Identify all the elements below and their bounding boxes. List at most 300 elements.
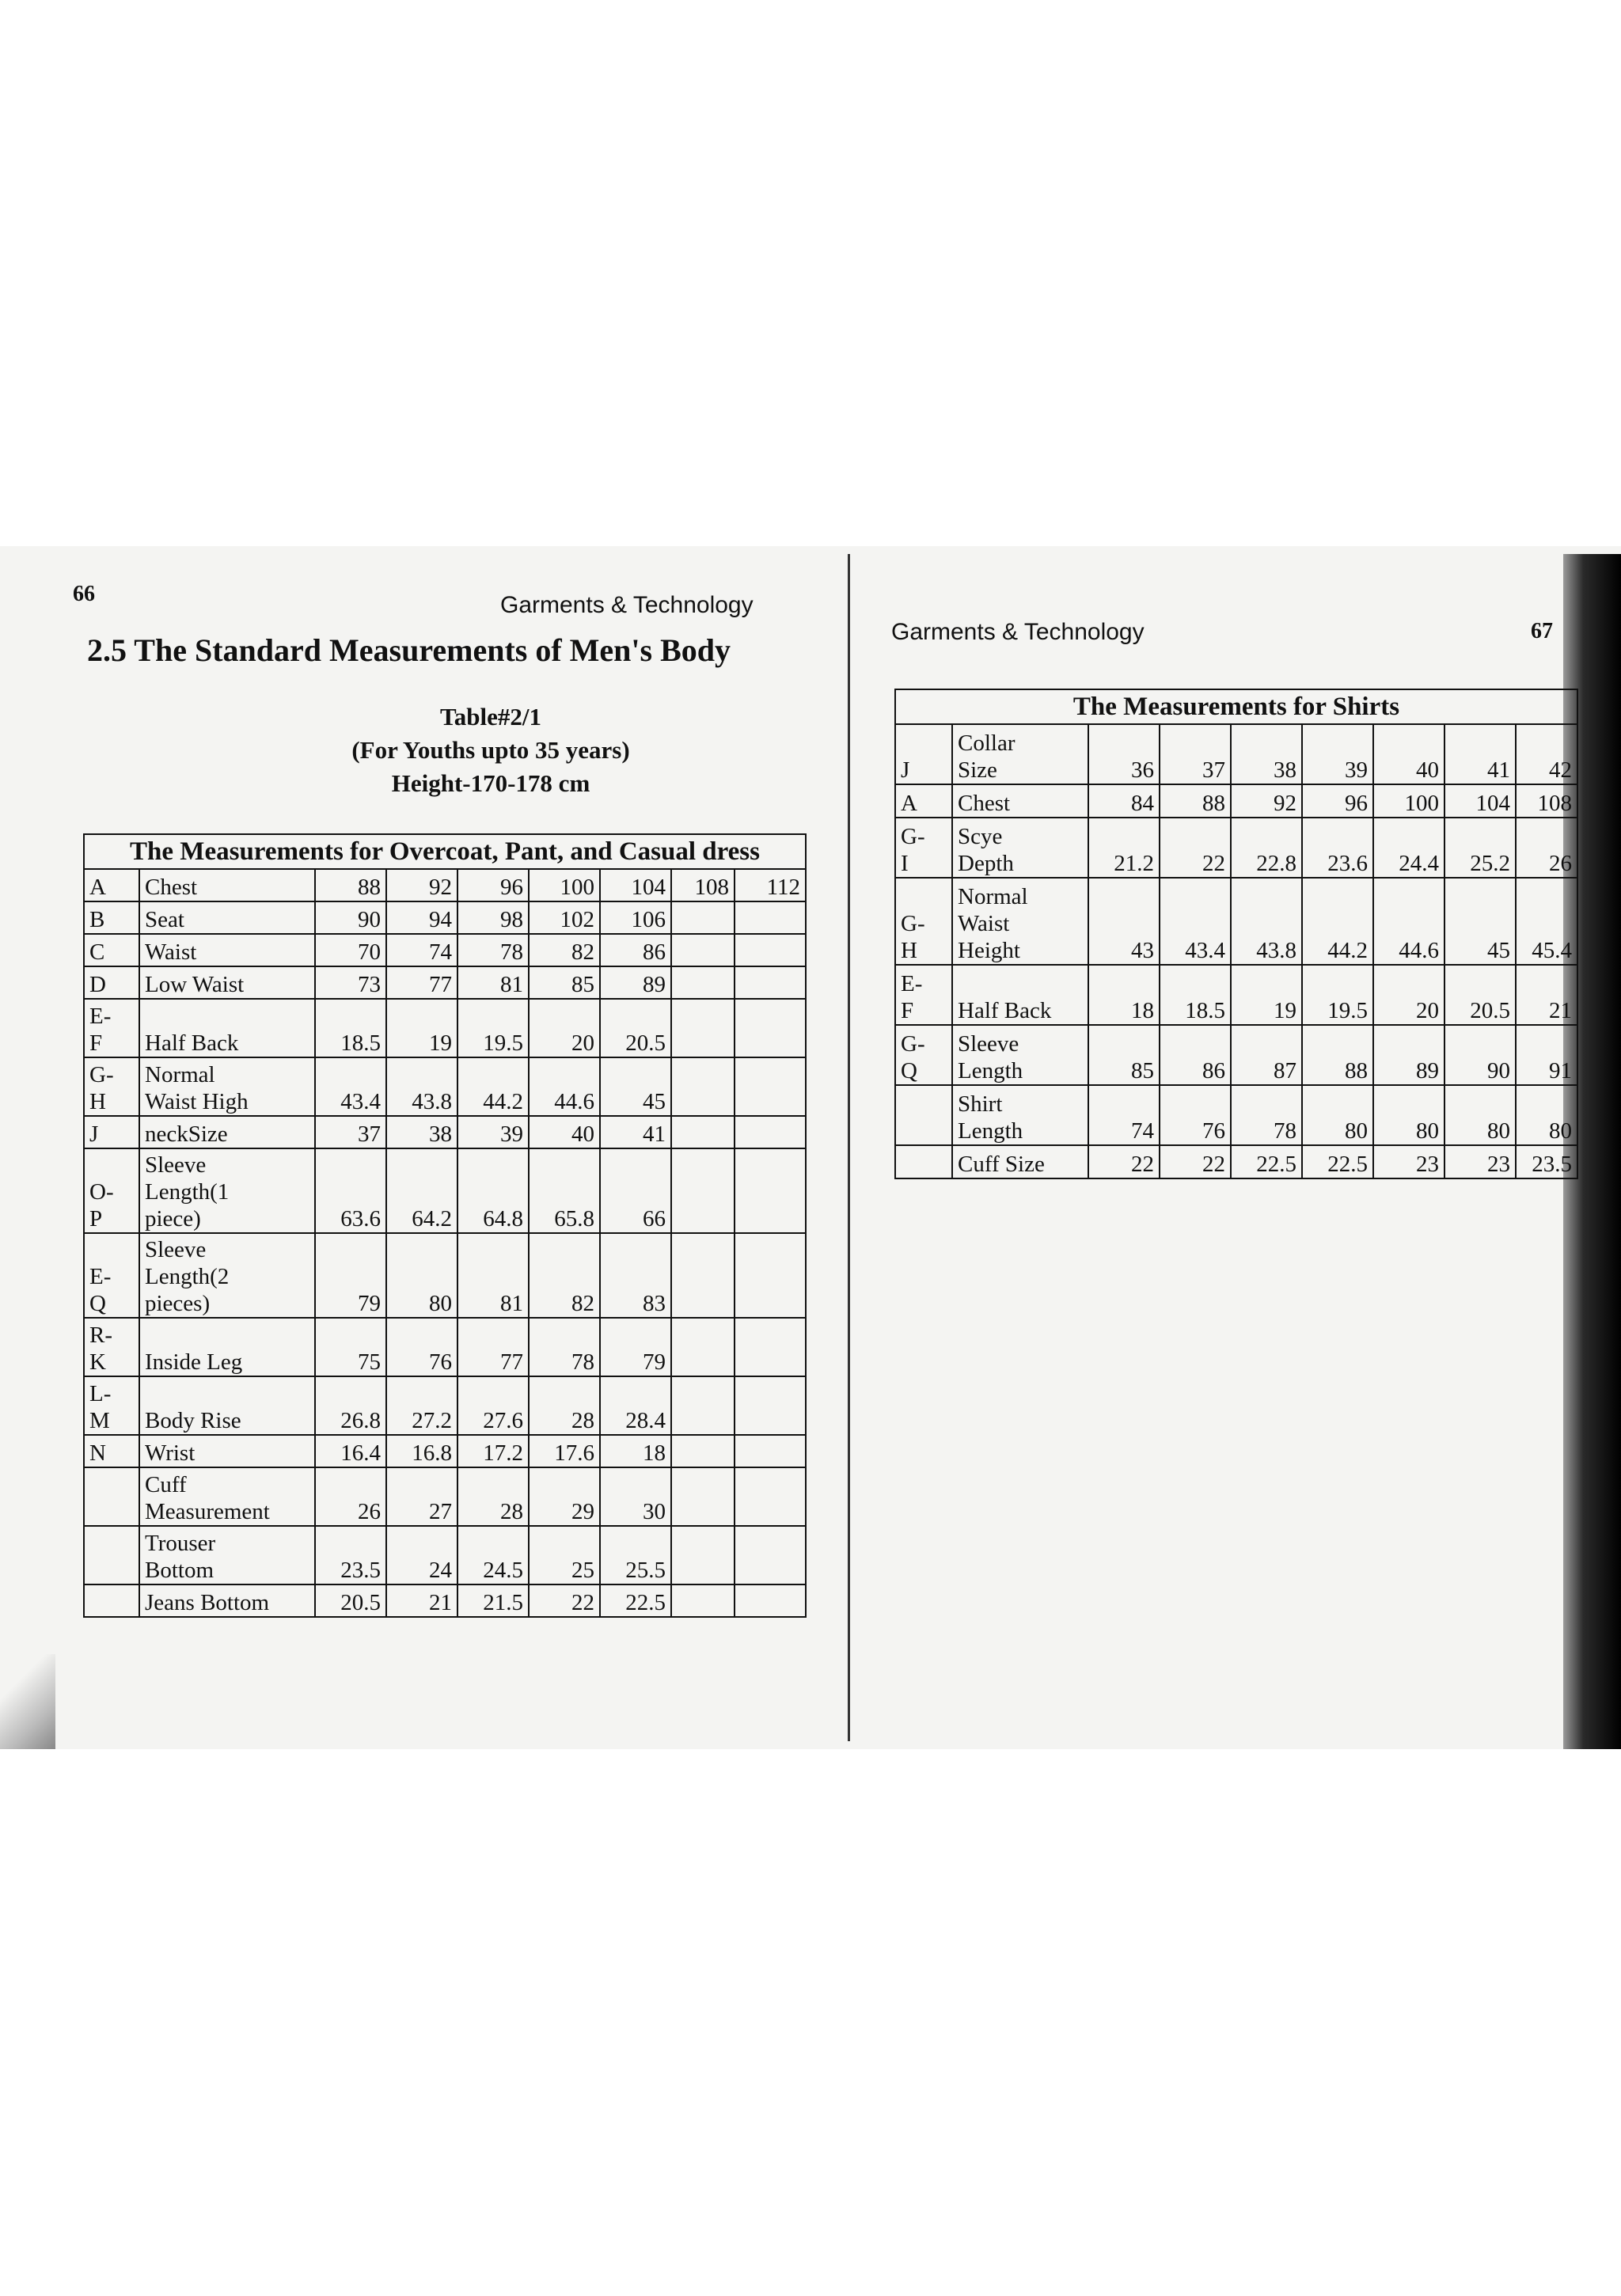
- row-code-line: D: [89, 972, 106, 997]
- row-code-line: E-: [89, 1004, 112, 1029]
- table-row: [895, 1025, 1577, 1085]
- row-label-line: Inside Leg: [145, 1349, 243, 1375]
- value-cell: 20: [1373, 965, 1444, 1025]
- value-cell: 64.8: [457, 1148, 529, 1233]
- row-code: [895, 724, 952, 784]
- value-cell: 86: [600, 934, 671, 966]
- row-label-line: Trouser: [145, 1531, 216, 1556]
- left-page-number: 66: [73, 582, 95, 606]
- value-cell: 22: [1160, 1145, 1231, 1178]
- value-cell: 37: [1160, 724, 1231, 784]
- value-cell: 92: [386, 869, 457, 901]
- row-code-line: L-: [89, 1381, 112, 1406]
- row-label-line: Cuff Size: [958, 1152, 1045, 1177]
- value-cell: 78: [1231, 1085, 1302, 1145]
- value-cell: 22: [1160, 818, 1231, 878]
- row-label-line: Half Back: [958, 998, 1052, 1023]
- table-row: [84, 901, 806, 934]
- value-cell: 22.5: [1231, 1145, 1302, 1178]
- value-cell: 44.2: [457, 1057, 529, 1116]
- value-cell: [735, 1376, 806, 1435]
- row-label: [139, 869, 315, 901]
- overcoat-measurements-table: [83, 833, 807, 1618]
- value-cell: 64.2: [386, 1148, 457, 1233]
- value-cell: 112: [735, 869, 806, 901]
- row-code-line: J: [89, 1121, 99, 1147]
- row-label: [952, 784, 1088, 818]
- row-label-line: Sleeve: [145, 1237, 207, 1262]
- row-label: [139, 1467, 315, 1526]
- value-cell: 43.4: [315, 1057, 386, 1116]
- value-cell: [671, 1584, 735, 1617]
- value-cell: 41: [1444, 724, 1516, 784]
- value-cell: 23.6: [1302, 818, 1373, 878]
- value-cell: 85: [1088, 1025, 1160, 1085]
- table-caption-line: Height-170-178 cm: [391, 769, 590, 797]
- value-cell: [735, 1233, 806, 1318]
- value-cell: 22.5: [600, 1584, 671, 1617]
- row-code-line: N: [89, 1440, 106, 1466]
- row-label-line: Length(2: [145, 1264, 230, 1289]
- value-cell: 39: [1302, 724, 1373, 784]
- value-cell: 90: [1444, 1025, 1516, 1085]
- value-cell: 76: [1160, 1085, 1231, 1145]
- value-cell: 76: [386, 1318, 457, 1376]
- row-label: [952, 724, 1088, 784]
- right-page-number: 67: [1531, 619, 1553, 643]
- value-cell: 88: [315, 869, 386, 901]
- row-code-line: H: [901, 938, 917, 963]
- value-cell: 70: [315, 934, 386, 966]
- row-label-line: Measurement: [145, 1499, 270, 1524]
- row-label-line: Normal: [145, 1062, 215, 1087]
- value-cell: 20.5: [315, 1584, 386, 1617]
- value-cell: 26: [315, 1467, 386, 1526]
- row-code-line: A: [901, 791, 917, 816]
- row-label-line: Size: [958, 757, 997, 783]
- row-label: [952, 1085, 1088, 1145]
- table-title: The Measurements for Shirts: [895, 689, 1577, 724]
- row-code-line: C: [89, 939, 105, 965]
- row-label-line: Sleeve: [145, 1152, 207, 1178]
- value-cell: 20.5: [1444, 965, 1516, 1025]
- row-label-line: Waist High: [145, 1089, 249, 1114]
- value-cell: [735, 1467, 806, 1526]
- value-cell: 21.2: [1088, 818, 1160, 878]
- value-cell: 18: [1088, 965, 1160, 1025]
- value-cell: 80: [1516, 1085, 1577, 1145]
- value-cell: 83: [600, 1233, 671, 1318]
- table-row: [84, 1116, 806, 1148]
- value-cell: 19.5: [1302, 965, 1373, 1025]
- value-cell: [671, 999, 735, 1057]
- row-label: [139, 1057, 315, 1116]
- value-cell: [735, 1435, 806, 1467]
- value-cell: 90: [315, 901, 386, 934]
- value-cell: [735, 1057, 806, 1116]
- row-label-line: Sleeve: [958, 1031, 1019, 1057]
- value-cell: 43: [1088, 878, 1160, 965]
- row-label-line: Bottom: [145, 1558, 214, 1583]
- value-cell: 45: [1444, 878, 1516, 965]
- row-code: [84, 1057, 139, 1116]
- value-cell: 22.8: [1231, 818, 1302, 878]
- row-code-line: F: [89, 1030, 103, 1056]
- table-caption: [317, 700, 665, 800]
- value-cell: 104: [1444, 784, 1516, 818]
- row-code: [84, 901, 139, 934]
- value-cell: 39: [457, 1116, 529, 1148]
- value-cell: 43.8: [1231, 878, 1302, 965]
- section-heading: 2.5 The Standard Measurements of Men's Body: [87, 632, 731, 668]
- row-code: [84, 1376, 139, 1435]
- row-code: [895, 1145, 952, 1178]
- table-row: [84, 1376, 806, 1435]
- value-cell: 21: [1516, 965, 1577, 1025]
- value-cell: [735, 966, 806, 999]
- value-cell: 19: [386, 999, 457, 1057]
- row-label-line: Scye: [958, 824, 1003, 849]
- row-code-line: O-: [89, 1179, 114, 1205]
- value-cell: 22: [1088, 1145, 1160, 1178]
- value-cell: 23: [1444, 1145, 1516, 1178]
- value-cell: [735, 1116, 806, 1148]
- value-cell: 80: [386, 1233, 457, 1318]
- table-row: [84, 934, 806, 966]
- value-cell: 18.5: [315, 999, 386, 1057]
- row-code: [895, 818, 952, 878]
- value-cell: 79: [315, 1233, 386, 1318]
- value-cell: 91: [1516, 1025, 1577, 1085]
- row-label-line: Collar: [958, 731, 1015, 756]
- value-cell: 78: [457, 934, 529, 966]
- row-code-line: G-: [901, 911, 925, 936]
- row-label-line: Length(1: [145, 1179, 230, 1205]
- value-cell: 21.5: [457, 1584, 529, 1617]
- value-cell: 25.5: [600, 1526, 671, 1584]
- value-cell: 18.5: [1160, 965, 1231, 1025]
- value-cell: 77: [457, 1318, 529, 1376]
- value-cell: 25.2: [1444, 818, 1516, 878]
- value-cell: 80: [1444, 1085, 1516, 1145]
- table-row: [895, 1085, 1577, 1145]
- row-label-line: piece): [145, 1206, 201, 1231]
- row-code: [895, 878, 952, 965]
- value-cell: 28: [457, 1467, 529, 1526]
- row-label-line: Waist: [958, 911, 1010, 936]
- table-row: [84, 1584, 806, 1617]
- value-cell: 19.5: [457, 999, 529, 1057]
- row-code-line: J: [901, 757, 910, 783]
- row-code: [84, 1584, 139, 1617]
- value-cell: 24: [386, 1526, 457, 1584]
- value-cell: 22: [529, 1584, 600, 1617]
- row-label-line: Depth: [958, 851, 1014, 876]
- table-row: [895, 878, 1577, 965]
- value-cell: 28: [529, 1376, 600, 1435]
- value-cell: [735, 1318, 806, 1376]
- value-cell: 75: [315, 1318, 386, 1376]
- table-row: [84, 1526, 806, 1584]
- row-code: [84, 999, 139, 1057]
- value-cell: 40: [1373, 724, 1444, 784]
- row-label-line: pieces): [145, 1291, 211, 1316]
- row-label-line: Low Waist: [145, 972, 245, 997]
- value-cell: [735, 1584, 806, 1617]
- value-cell: 41: [600, 1116, 671, 1148]
- table-row: [84, 1148, 806, 1233]
- table-row: [84, 1435, 806, 1467]
- row-label: [139, 966, 315, 999]
- table-row: [895, 965, 1577, 1025]
- row-code-line: G-: [901, 824, 925, 849]
- row-label: [139, 1376, 315, 1435]
- row-code-line: Q: [901, 1058, 917, 1083]
- value-cell: [735, 901, 806, 934]
- row-label: [952, 965, 1088, 1025]
- value-cell: [735, 1526, 806, 1584]
- row-code-line: B: [89, 907, 105, 932]
- value-cell: 17.6: [529, 1435, 600, 1467]
- row-label: [139, 1233, 315, 1318]
- row-code-line: F: [901, 998, 914, 1023]
- row-label: [139, 1148, 315, 1233]
- table-row: [84, 999, 806, 1057]
- table-row: [895, 784, 1577, 818]
- table-row: [84, 1467, 806, 1526]
- value-cell: 73: [315, 966, 386, 999]
- value-cell: 43.4: [1160, 878, 1231, 965]
- row-code-line: A: [89, 875, 106, 900]
- row-label-line: Seat: [145, 907, 184, 932]
- row-code: [84, 1467, 139, 1526]
- value-cell: 86: [1160, 1025, 1231, 1085]
- value-cell: 108: [1516, 784, 1577, 818]
- table-row: [84, 869, 806, 901]
- value-cell: [671, 1376, 735, 1435]
- value-cell: 24.4: [1373, 818, 1444, 878]
- value-cell: 25: [529, 1526, 600, 1584]
- value-cell: 63.6: [315, 1148, 386, 1233]
- value-cell: 102: [529, 901, 600, 934]
- value-cell: 21: [386, 1584, 457, 1617]
- value-cell: 26: [1516, 818, 1577, 878]
- row-label-line: Normal: [958, 884, 1028, 909]
- value-cell: 44.6: [1373, 878, 1444, 965]
- row-code: [895, 1025, 952, 1085]
- value-cell: 27.2: [386, 1376, 457, 1435]
- value-cell: 23.5: [315, 1526, 386, 1584]
- value-cell: 89: [1373, 1025, 1444, 1085]
- value-cell: 42: [1516, 724, 1577, 784]
- row-code: [84, 934, 139, 966]
- row-label-line: Chest: [958, 791, 1011, 816]
- value-cell: 96: [457, 869, 529, 901]
- value-cell: [671, 934, 735, 966]
- row-code: [84, 1116, 139, 1148]
- row-label: [139, 1584, 315, 1617]
- value-cell: 22.5: [1302, 1145, 1373, 1178]
- row-label-line: neckSize: [145, 1121, 228, 1147]
- value-cell: 88: [1302, 1025, 1373, 1085]
- value-cell: 27: [386, 1467, 457, 1526]
- table-caption-line: Table#2/1: [439, 703, 542, 731]
- value-cell: 66: [600, 1148, 671, 1233]
- value-cell: 40: [529, 1116, 600, 1148]
- row-label-line: Chest: [145, 875, 198, 900]
- row-code: [895, 965, 952, 1025]
- value-cell: [671, 1526, 735, 1584]
- value-cell: 80: [1373, 1085, 1444, 1145]
- value-cell: 43.8: [386, 1057, 457, 1116]
- value-cell: 96: [1302, 784, 1373, 818]
- value-cell: 104: [600, 869, 671, 901]
- value-cell: [671, 1057, 735, 1116]
- value-cell: 79: [600, 1318, 671, 1376]
- row-label: [952, 818, 1088, 878]
- value-cell: 65.8: [529, 1148, 600, 1233]
- row-code-line: K: [89, 1349, 106, 1375]
- table-row: [895, 818, 1577, 878]
- row-label-line: Height: [958, 938, 1020, 963]
- value-cell: 89: [600, 966, 671, 999]
- value-cell: [735, 1148, 806, 1233]
- right-running-head: Garments & Technology: [891, 619, 1145, 645]
- value-cell: 78: [529, 1318, 600, 1376]
- row-code: [84, 1526, 139, 1584]
- value-cell: [671, 901, 735, 934]
- value-cell: 87: [1231, 1025, 1302, 1085]
- value-cell: 30: [600, 1467, 671, 1526]
- value-cell: 23.5: [1516, 1145, 1577, 1178]
- value-cell: [671, 1467, 735, 1526]
- value-cell: 100: [529, 869, 600, 901]
- row-label: [139, 934, 315, 966]
- row-label: [139, 1116, 315, 1148]
- row-label-line: Jeans Bottom: [145, 1590, 270, 1615]
- value-cell: 92: [1231, 784, 1302, 818]
- value-cell: 44.6: [529, 1057, 600, 1116]
- row-label-line: Wrist: [145, 1440, 196, 1466]
- row-label: [139, 999, 315, 1057]
- value-cell: 18: [600, 1435, 671, 1467]
- value-cell: 74: [386, 934, 457, 966]
- row-label: [952, 1025, 1088, 1085]
- value-cell: 37: [315, 1116, 386, 1148]
- value-cell: 44.2: [1302, 878, 1373, 965]
- left-running-head: Garments & Technology: [500, 592, 754, 618]
- table-caption-line: (For Youths upto 35 years): [351, 736, 630, 764]
- value-cell: 80: [1302, 1085, 1373, 1145]
- row-code-line: R-: [89, 1323, 112, 1348]
- value-cell: 45.4: [1516, 878, 1577, 965]
- value-cell: 16.4: [315, 1435, 386, 1467]
- value-cell: [671, 1318, 735, 1376]
- row-label: [139, 901, 315, 934]
- book-gutter: [848, 554, 850, 1741]
- value-cell: 45: [600, 1057, 671, 1116]
- value-cell: 84: [1088, 784, 1160, 818]
- row-code-line: H: [89, 1089, 106, 1114]
- row-label: [139, 1435, 315, 1467]
- row-label-line: Length: [958, 1118, 1023, 1144]
- value-cell: [735, 999, 806, 1057]
- value-cell: 82: [529, 934, 600, 966]
- value-cell: 77: [386, 966, 457, 999]
- value-cell: 108: [671, 869, 735, 901]
- value-cell: 16.8: [386, 1435, 457, 1467]
- row-label-line: Body Rise: [145, 1408, 241, 1433]
- row-code-line: I: [901, 851, 909, 876]
- table-row: [895, 724, 1577, 784]
- value-cell: 81: [457, 1233, 529, 1318]
- value-cell: 29: [529, 1467, 600, 1526]
- row-code-line: G-: [901, 1031, 925, 1057]
- row-code-line: M: [89, 1408, 110, 1433]
- value-cell: [671, 966, 735, 999]
- row-code: [84, 1318, 139, 1376]
- value-cell: 36: [1088, 724, 1160, 784]
- table-row: [895, 1145, 1577, 1178]
- value-cell: 27.6: [457, 1376, 529, 1435]
- value-cell: 28.4: [600, 1376, 671, 1435]
- row-label: [952, 1145, 1088, 1178]
- value-cell: 94: [386, 901, 457, 934]
- value-cell: 24.5: [457, 1526, 529, 1584]
- value-cell: [735, 934, 806, 966]
- value-cell: 100: [1373, 784, 1444, 818]
- table-row: [84, 1233, 806, 1318]
- row-code: [895, 1085, 952, 1145]
- row-label-line: Waist: [145, 939, 197, 965]
- row-code: [84, 1148, 139, 1233]
- row-code: [84, 966, 139, 999]
- row-code: [84, 869, 139, 901]
- value-cell: 38: [386, 1116, 457, 1148]
- row-code: [84, 1233, 139, 1318]
- value-cell: 17.2: [457, 1435, 529, 1467]
- row-label-line: Shirt: [958, 1091, 1003, 1117]
- row-label-line: Half Back: [145, 1030, 239, 1056]
- table-row: [84, 1057, 806, 1116]
- row-label: [952, 878, 1088, 965]
- shirt-measurements-table: [894, 689, 1578, 1179]
- row-code-line: G-: [89, 1062, 114, 1087]
- value-cell: 20: [529, 999, 600, 1057]
- value-cell: 20.5: [600, 999, 671, 1057]
- page-corner-shadow: [0, 1654, 55, 1749]
- row-code-line: Q: [89, 1291, 106, 1316]
- row-label: [139, 1526, 315, 1584]
- value-cell: 88: [1160, 784, 1231, 818]
- value-cell: 81: [457, 966, 529, 999]
- value-cell: [671, 1116, 735, 1148]
- value-cell: 82: [529, 1233, 600, 1318]
- value-cell: [671, 1435, 735, 1467]
- value-cell: [671, 1233, 735, 1318]
- row-code-line: E-: [901, 971, 923, 996]
- row-code-line: P: [89, 1206, 103, 1231]
- value-cell: 38: [1231, 724, 1302, 784]
- table-row: [84, 1318, 806, 1376]
- table-row: [84, 966, 806, 999]
- value-cell: 23: [1373, 1145, 1444, 1178]
- value-cell: 74: [1088, 1085, 1160, 1145]
- row-code: [895, 784, 952, 818]
- value-cell: 26.8: [315, 1376, 386, 1435]
- value-cell: [671, 1148, 735, 1233]
- row-label-line: Length: [958, 1058, 1023, 1083]
